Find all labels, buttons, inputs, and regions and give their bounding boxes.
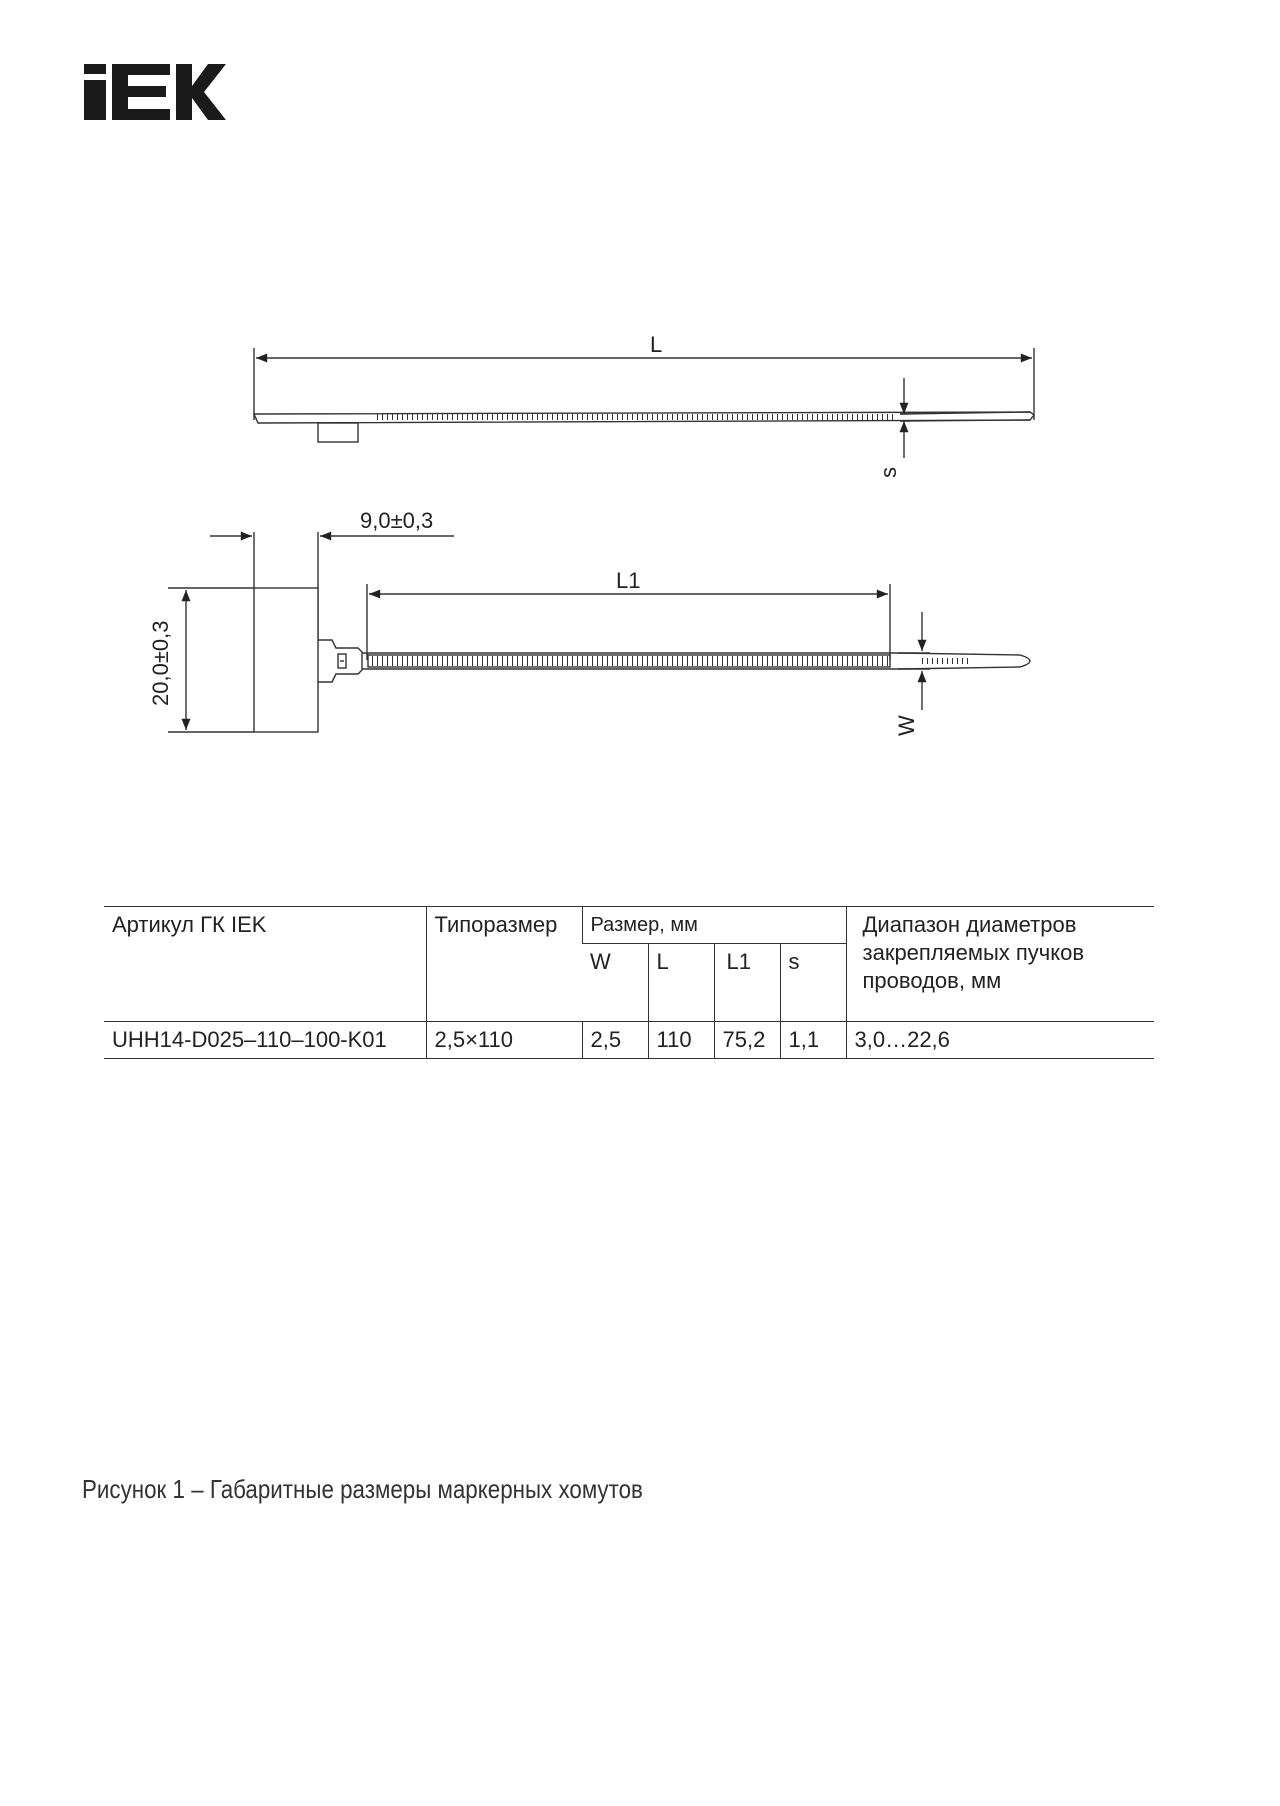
cell-L: 110 [648,1022,714,1059]
label-head-width: 9,0±0,3 [360,508,434,533]
header-size-type: Типоразмер [426,907,582,1022]
spec-table [104,906,1154,1059]
table-row [104,1022,1154,1059]
label-s: s [876,467,901,478]
header-dimensions: Размер, мм [582,907,846,944]
table-header-row [104,907,1154,944]
header-diameter-range: Диапазон диаметров закрепляемых пучков проводов, мм [846,907,1154,1022]
side-view [254,348,1034,458]
cell-diameter-range: 3,0…22,6 [846,1022,1154,1059]
cell-L1: 75,2 [714,1022,780,1059]
label-L: L [650,332,663,357]
header-W: W [590,949,611,974]
label-L1: L1 [616,568,641,593]
cell-W: 2,5 [582,1022,648,1059]
top-view [168,532,1030,732]
cell-s: 1,1 [780,1022,846,1059]
label-head-height: 20,0±0,3 [148,620,173,706]
label-W: W [894,715,919,736]
header-L1: L1 [714,944,780,1022]
header-article: Артикул ГК IEK [104,907,426,1022]
figure-caption: Рисунок 1 – Габаритные размеры маркерных хомутов [82,1474,643,1504]
header-s: s [780,944,846,1022]
cable-tie-drawing [0,0,1280,800]
cell-size-type: 2,5×110 [426,1022,582,1059]
cell-article: UHH14-D025–110–100-K01 [104,1022,426,1059]
header-L: L [648,944,714,1022]
